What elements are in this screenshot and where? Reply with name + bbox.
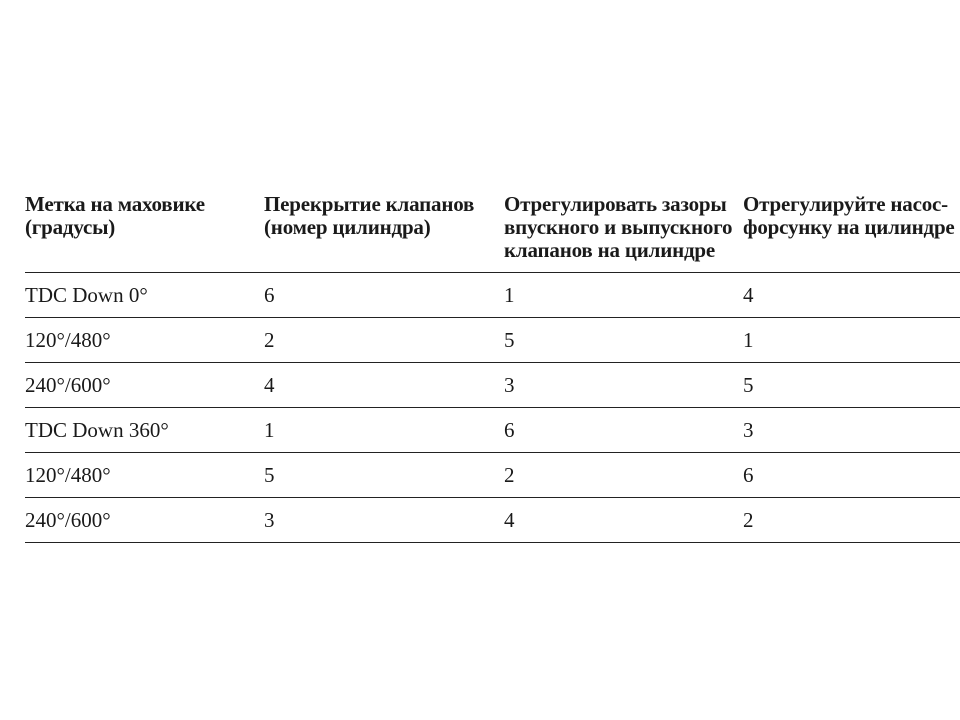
header-valve-overlap: Перекрытие клапанов (номер цилиндра)	[264, 190, 504, 273]
cell-adjust-injector: 1	[743, 318, 960, 363]
cell-adjust-injector: 6	[743, 453, 960, 498]
cell-valve-overlap: 1	[264, 408, 504, 453]
table-row	[25, 453, 960, 498]
cell-flywheel-mark: 240°/600°	[25, 363, 264, 408]
table-row	[25, 273, 960, 318]
cell-valve-overlap: 3	[264, 498, 504, 543]
cell-flywheel-mark: 240°/600°	[25, 498, 264, 543]
cell-adjust-injector: 2	[743, 498, 960, 543]
cell-adjust-injector: 3	[743, 408, 960, 453]
valve-adjustment-table	[25, 190, 960, 543]
header-adjust-valves: Отрегулировать зазоры впускного и выпускного клапанов на цилиндре	[504, 190, 743, 273]
cell-adjust-valves: 5	[504, 318, 743, 363]
cell-adjust-injector: 5	[743, 363, 960, 408]
cell-flywheel-mark: 120°/480°	[25, 453, 264, 498]
valve-adjustment-table-container	[25, 190, 960, 543]
cell-adjust-valves: 6	[504, 408, 743, 453]
cell-adjust-injector: 4	[743, 273, 960, 318]
cell-valve-overlap: 4	[264, 363, 504, 408]
cell-flywheel-mark: 120°/480°	[25, 318, 264, 363]
cell-valve-overlap: 5	[264, 453, 504, 498]
cell-valve-overlap: 6	[264, 273, 504, 318]
cell-adjust-valves: 4	[504, 498, 743, 543]
table-row	[25, 318, 960, 363]
cell-adjust-valves: 3	[504, 363, 743, 408]
table-row	[25, 408, 960, 453]
cell-flywheel-mark: TDC Down 360°	[25, 408, 264, 453]
cell-valve-overlap: 2	[264, 318, 504, 363]
cell-adjust-valves: 2	[504, 453, 743, 498]
cell-flywheel-mark: TDC Down 0°	[25, 273, 264, 318]
header-adjust-injector: Отрегулируйте насос-форсунку на цилиндре	[743, 190, 960, 273]
table-row	[25, 363, 960, 408]
table-row	[25, 498, 960, 543]
cell-adjust-valves: 1	[504, 273, 743, 318]
table-header-row	[25, 190, 960, 273]
header-flywheel-mark: Метка на маховике (градусы)	[25, 190, 264, 273]
